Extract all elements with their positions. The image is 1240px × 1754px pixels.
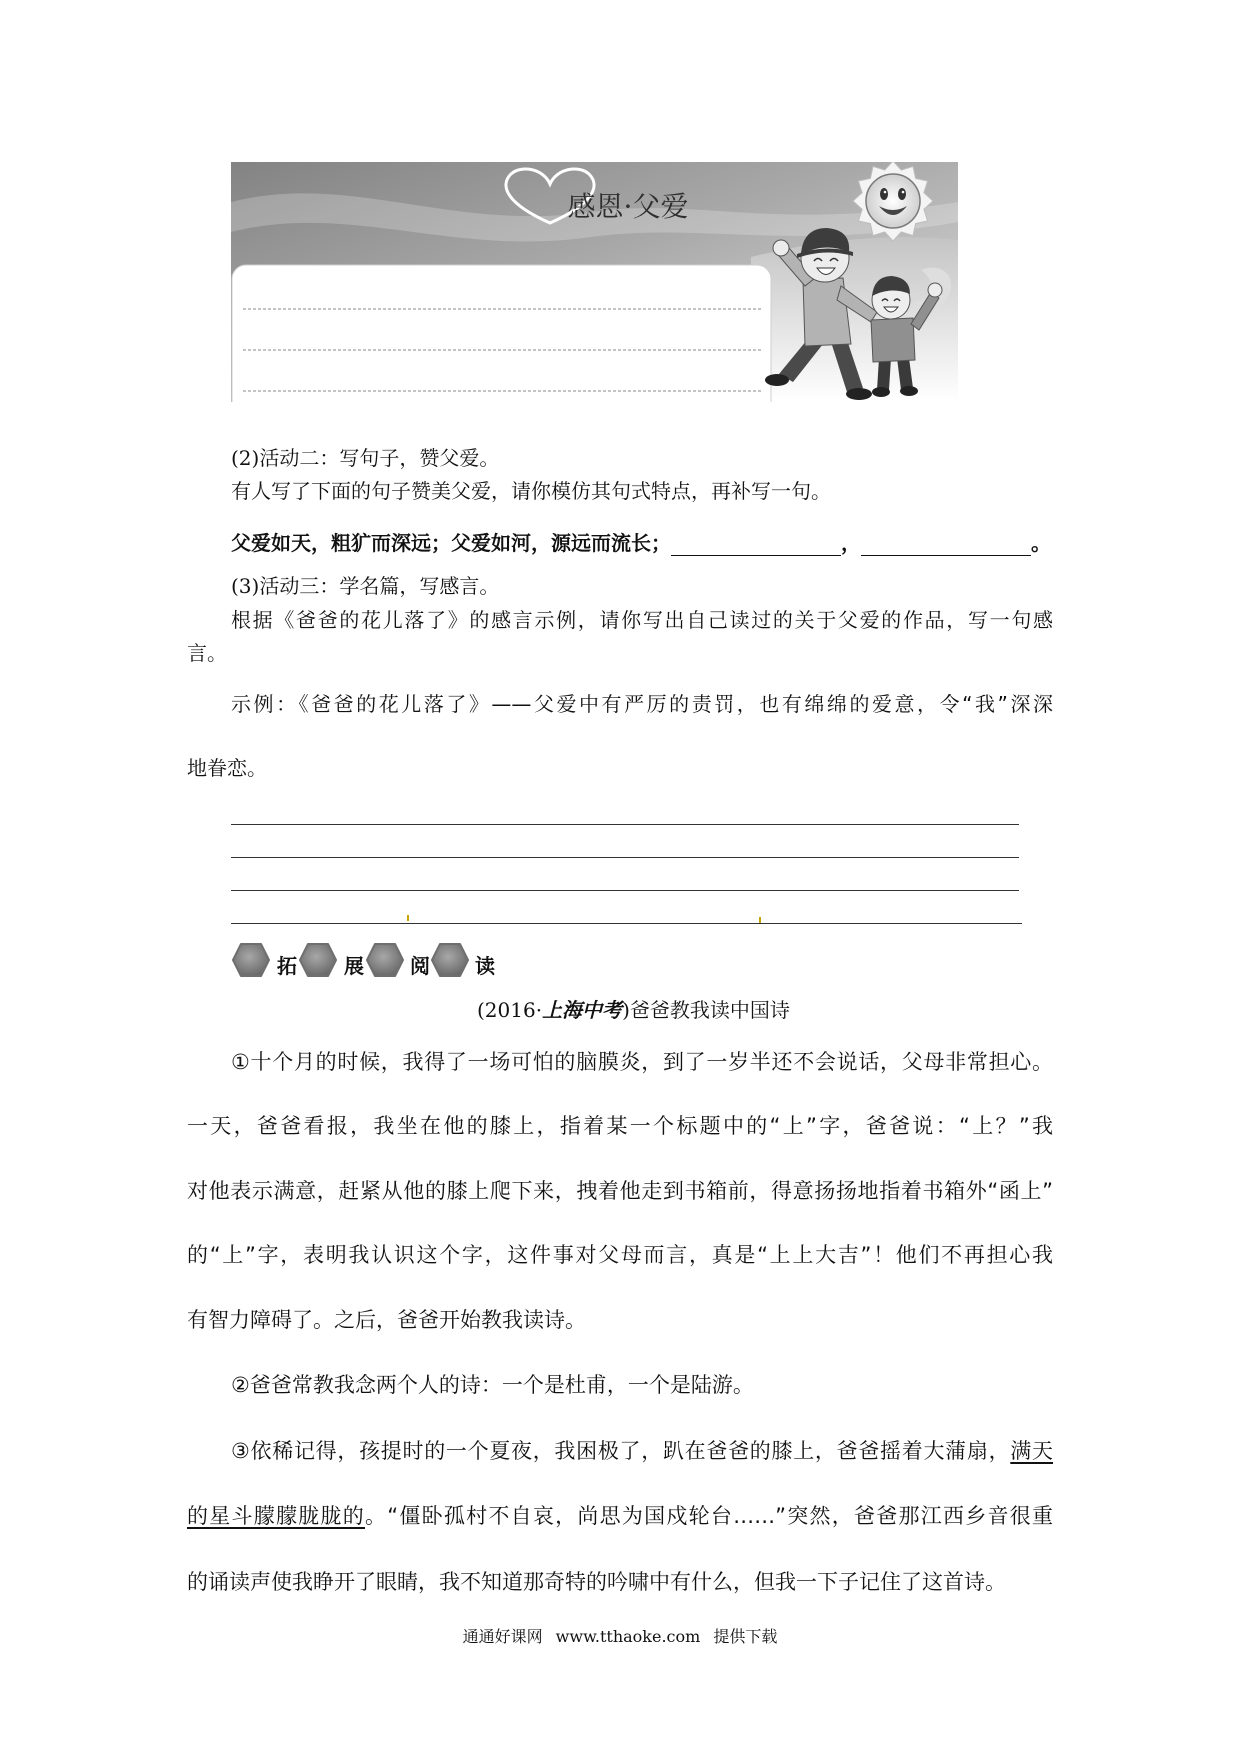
source-prefix: (2016· <box>477 998 543 1022</box>
passage-title-line <box>477 998 790 1022</box>
underlined-phrase: 满天 <box>1010 1439 1053 1463</box>
source-exam: 上海中考 <box>542 998 623 1022</box>
hexagon-icon <box>431 943 469 977</box>
passage-line: 的“上”字，表明我认识这个字，这件事对父母而言，真是“上上大吉”！他们不再担心我 <box>187 1243 1053 1267</box>
section-label-char: 读 <box>475 954 495 978</box>
activity2-instruction: 有人写了下面的句子赞美父爱，请你模仿其句式特点，再补写一句。 <box>231 479 831 503</box>
line-mark <box>759 917 761 923</box>
section-label-char: 阅 <box>410 954 430 978</box>
passage-line: ①十个月的时候，我得了一场可怕的脑膜炎，到了一岁半还不会说话，父母非常担心。 <box>231 1050 1053 1074</box>
answer-line <box>231 857 1019 858</box>
example-line: 地眷恋。 <box>187 756 267 780</box>
answer-line <box>231 923 1022 924</box>
model-sentence-line <box>231 528 1053 556</box>
passage-line <box>231 1438 1053 1464</box>
banner-title: 感恩·父爱 <box>567 190 689 223</box>
section-label-char: 拓 <box>277 954 297 978</box>
section-label-char: 展 <box>344 954 364 978</box>
blank-separator-comma: ， <box>841 531 861 555</box>
activity3-heading: (3)活动三：学名篇，写感言。 <box>231 574 500 598</box>
writing-panel <box>232 265 771 402</box>
passage-line: 对他表示满意，赶紧从他的膝上爬下来，拽着他走到书箱前，得意扬扬地指着书箱外“函上” <box>187 1179 1053 1203</box>
passage-line: 的诵读声使我睁开了眼睛，我不知道那奇特的吟啸中有什么，但我一下子记住了这首诗。 <box>187 1570 1006 1594</box>
example-line: 示例：《爸爸的花儿落了》——父爱中有严厉的责罚，也有绵绵的爱意，令“我”深深 <box>231 692 1053 716</box>
answer-blank <box>861 533 1031 556</box>
underlined-phrase: 的星斗朦朦胧胧的 <box>187 1504 365 1528</box>
activity3-instruction-line: 根据《爸爸的花儿落了》的感言示例，请你写出自己读过的关于父爱的作品，写一句感 <box>231 608 1053 632</box>
answer-blank <box>671 533 841 556</box>
hexagon-icon <box>232 943 270 977</box>
activity3-instruction-line: 言。 <box>187 641 227 665</box>
passage-text: ③依稀记得，孩提时的一个夏夜，我困极了，趴在爸爸的膝上，爸爸摇着大蒲扇， <box>231 1439 1011 1463</box>
hexagon-icon <box>299 943 337 977</box>
line-mark <box>407 915 409 921</box>
passage-title: 爸爸教我读中国诗 <box>629 998 790 1022</box>
passage-text: 。“僵卧孤村不自哀，尚思为国戍轮台……”突然，爸爸那江西乡音很重 <box>365 1504 1053 1528</box>
sentence-period: 。 <box>1031 531 1051 555</box>
source-suffix: ) <box>622 998 630 1022</box>
gratitude-banner <box>231 162 958 402</box>
page-footer: 通通好课网 www.tthaoke.com 提供下载 <box>462 1627 778 1646</box>
passage-line: 有智力障碍了。之后，爸爸开始教我读诗。 <box>187 1308 586 1332</box>
passage-line: ②爸爸常教我念两个人的诗：一个是杜甫，一个是陆游。 <box>231 1373 754 1397</box>
answer-line <box>231 824 1019 825</box>
activity2-heading: (2)活动二：写句子，赞父爱。 <box>231 446 500 470</box>
passage-line: 一天，爸爸看报，我坐在他的膝上，指着某一个标题中的“上”字，爸爸说：“上？”我 <box>187 1114 1053 1138</box>
passage-line <box>187 1503 1053 1529</box>
model-sentence: 父爱如天，粗犷而深远；父爱如河，源远而流长； <box>231 531 671 555</box>
hexagon-icon <box>366 943 404 977</box>
answer-line <box>231 890 1019 891</box>
